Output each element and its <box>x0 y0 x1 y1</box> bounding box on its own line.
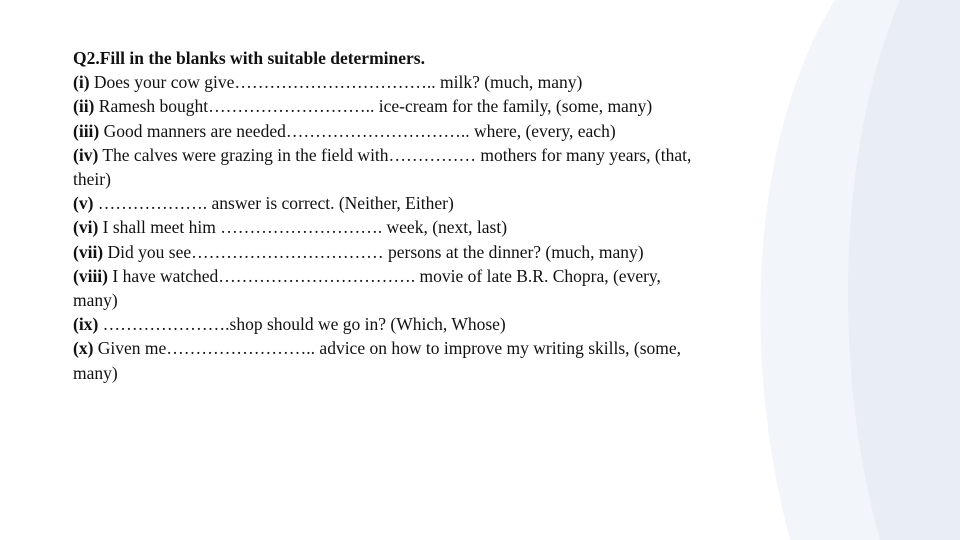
question-item-4 <box>73 143 693 191</box>
question-item-8 <box>73 264 693 312</box>
question-text: ………………. answer is correct. (Neither, Either) <box>93 193 454 214</box>
question-item-3 <box>73 119 693 143</box>
question-number: (x) <box>73 338 94 359</box>
question-number: (iii) <box>73 120 100 141</box>
question-text: The calves were grazing in the field with…………… mothers for many years, (that, their) <box>73 144 692 190</box>
question-text: Ramesh bought……………………….. ice-cream for the family, (some, many) <box>94 96 653 117</box>
question-text: Good manners are needed………………………….. where, (every, each) <box>99 120 616 141</box>
question-number: (iv) <box>73 144 99 165</box>
question-item-6 <box>73 215 693 239</box>
question-number: (vi) <box>73 217 99 238</box>
question-title: Q2.Fill in the blanks with suitable determiners. <box>73 48 425 68</box>
question-item-9 <box>73 312 693 336</box>
worksheet-body <box>73 46 693 385</box>
question-text: I have watched……………………………. movie of late B.R. Chopra, (every, many) <box>73 265 661 311</box>
question-number: (v) <box>73 193 94 214</box>
question-item-5 <box>73 191 693 215</box>
question-item-7 <box>73 240 693 264</box>
question-item-10 <box>73 336 693 384</box>
question-number: (i) <box>73 72 90 93</box>
question-number: (vii) <box>73 241 104 262</box>
question-text: ………………….shop should we go in? (Which, Whose) <box>98 314 506 335</box>
question-item-2 <box>73 94 693 118</box>
question-text: Did you see…………………………… persons at the dinner? (much, many) <box>103 241 644 262</box>
question-item-1 <box>73 70 693 94</box>
question-number: (ix) <box>73 314 99 335</box>
question-number: (viii) <box>73 265 108 286</box>
question-text: I shall meet him ………………………. week, (next, last) <box>98 217 508 238</box>
question-number: (ii) <box>73 96 95 117</box>
question-text: Given me…………………….. advice on how to improve my writing skills, (some, many) <box>73 338 682 383</box>
question-text: Does your cow give…………………………….. milk? (much, many) <box>89 72 583 93</box>
